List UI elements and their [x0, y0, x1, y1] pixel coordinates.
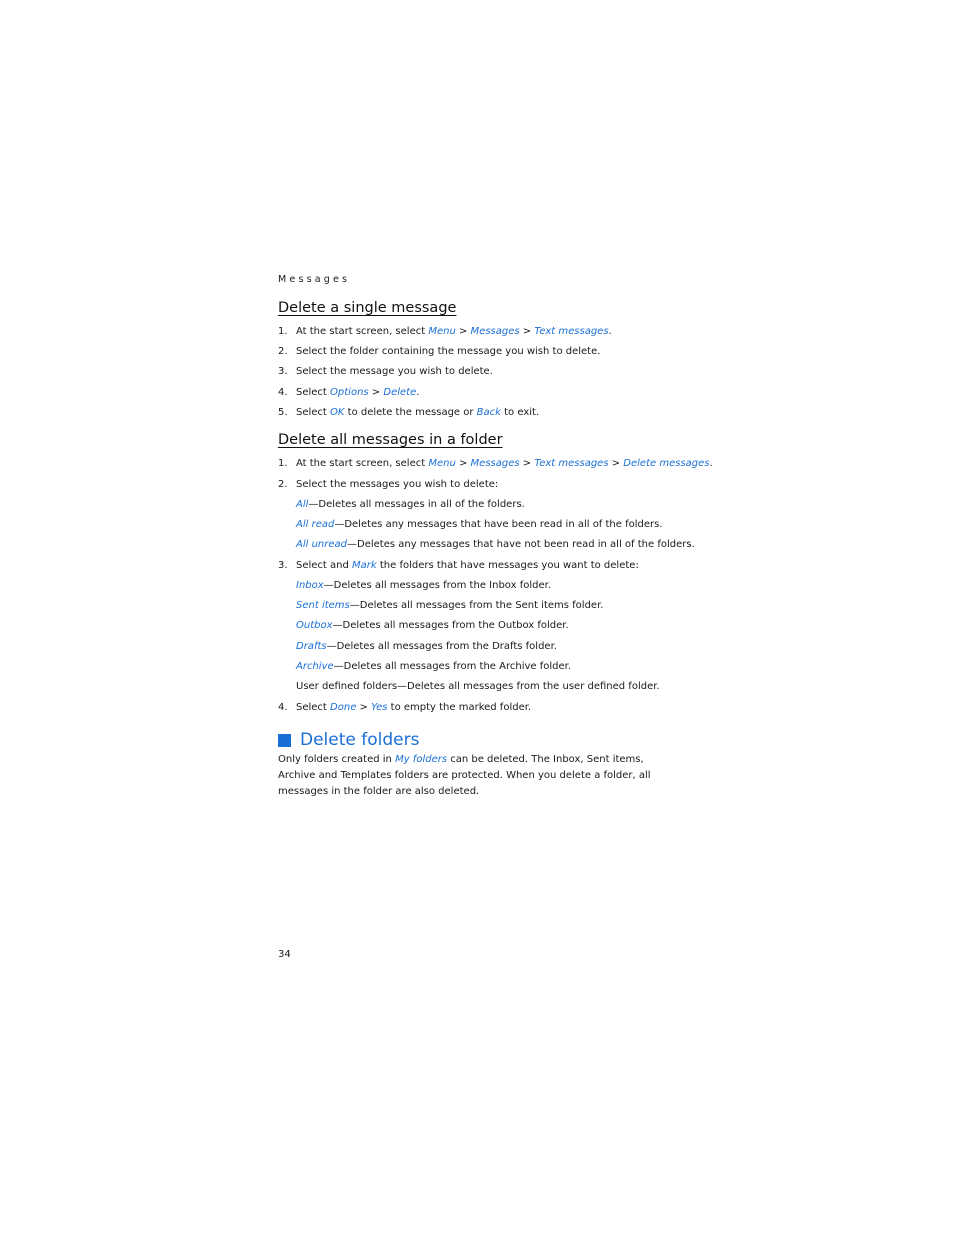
- step-3-text: Select the message you wish to delete.: [296, 366, 493, 377]
- mark-term: Mark: [352, 560, 377, 571]
- option-archive: Archive—Deletes all messages from the Archive folder.: [296, 661, 572, 672]
- step-number: 1.: [278, 326, 288, 337]
- step-4-text: Select Options > Delete.: [296, 387, 420, 398]
- messages-term: Messages: [470, 458, 520, 469]
- page-number: 34: [278, 949, 291, 960]
- messages-term: Messages: [470, 326, 520, 337]
- step-number: 2.: [278, 346, 288, 357]
- step-1-text: At the start screen, select Menu > Messages > Text messages > Delete messages.: [296, 458, 713, 469]
- step-number: 2.: [278, 479, 288, 490]
- step-1-text: At the start screen, select Menu > Messages > Text messages.: [296, 326, 612, 337]
- step-4-text: Select Done > Yes to empty the marked folder.: [296, 702, 532, 713]
- delete-folders-paragraph: Only folders created in My folders can be deleted. The Inbox, Sent items, Archive and Templates folders are protected. When you delete a folder, all messages in the folder are also deleted.: [278, 754, 651, 797]
- back-term: Back: [476, 407, 501, 418]
- step-2-text: Select the folder containing the message you wish to delete.: [296, 346, 601, 357]
- heading-delete-folders-text: Delete folders: [300, 730, 420, 750]
- running-head: Messages: [278, 274, 351, 285]
- menu-term: Menu: [428, 326, 456, 337]
- step-number: 1.: [278, 458, 288, 469]
- done-term: Done: [330, 702, 357, 713]
- option-all: All—Deletes all messages in all of the folders.: [296, 499, 525, 510]
- option-all-read: All read—Deletes any messages that have been read in all of the folders.: [296, 519, 663, 530]
- option-user-defined-folders: User defined folders—Deletes all messages from the user defined folder.: [296, 681, 660, 692]
- my-folders-term: My folders: [395, 754, 448, 765]
- square-bullet-icon: [278, 734, 291, 747]
- heading-delete-folders: [278, 730, 419, 750]
- options-term: Options: [330, 387, 369, 398]
- delete-term: Delete: [383, 387, 417, 398]
- heading-delete-single-message: Delete a single message: [278, 300, 457, 316]
- delete-messages-term: Delete messages: [623, 458, 710, 469]
- option-outbox: Outbox—Deletes all messages from the Outbox folder.: [296, 620, 569, 631]
- option-drafts: Drafts—Deletes all messages from the Drafts folder.: [296, 641, 557, 652]
- step-5-text: Select OK to delete the message or Back to exit.: [296, 407, 540, 418]
- option-sent-items: Sent items—Deletes all messages from the Sent items folder.: [296, 600, 604, 611]
- step-2-text: Select the messages you wish to delete:: [296, 479, 499, 490]
- ok-term: OK: [330, 407, 345, 418]
- step-number: 3.: [278, 560, 288, 571]
- yes-term: Yes: [371, 702, 388, 713]
- step-number: 4.: [278, 702, 288, 713]
- step-number: 5.: [278, 407, 288, 418]
- menu-term: Menu: [428, 458, 456, 469]
- text-messages-term: Text messages: [534, 458, 609, 469]
- step-number: 3.: [278, 366, 288, 377]
- step-number: 4.: [278, 387, 288, 398]
- option-all-unread: All unread—Deletes any messages that have not been read in all of the folders.: [296, 539, 695, 550]
- step-3-text: Select and Mark the folders that have messages you want to delete:: [296, 560, 639, 571]
- option-inbox: Inbox—Deletes all messages from the Inbox folder.: [296, 580, 551, 591]
- text-messages-term: Text messages: [534, 326, 609, 337]
- heading-delete-all-messages: Delete all messages in a folder: [278, 432, 503, 448]
